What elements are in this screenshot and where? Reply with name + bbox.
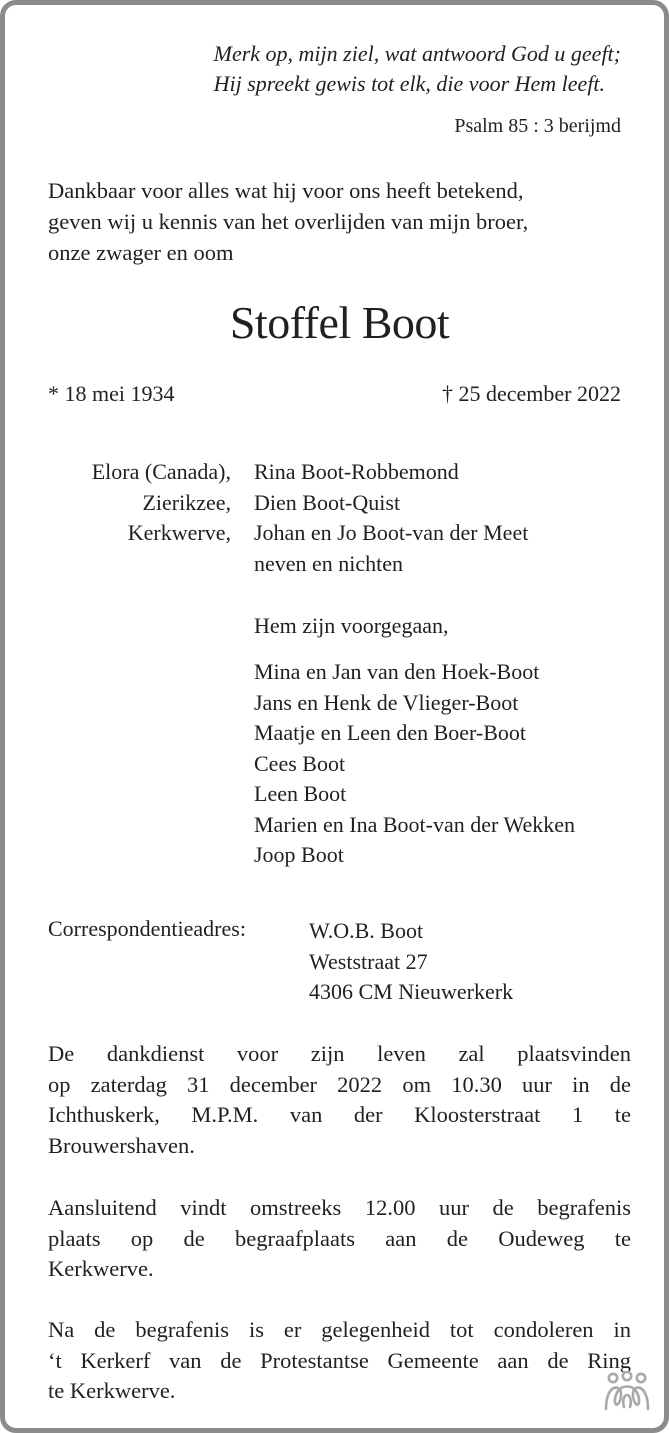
intro-line: Dankbaar voor alles wat hij voor ons heeft betekend, bbox=[48, 178, 524, 203]
paragraph-line: plaats op de begraafplaats aan de Oudeweg te bbox=[48, 1225, 631, 1251]
death-date: † 25 december 2022 bbox=[442, 381, 621, 406]
family-members bbox=[254, 457, 528, 579]
address-line: Weststraat 27 bbox=[309, 948, 428, 974]
paragraph-line: te Kerkwerve. bbox=[48, 1378, 176, 1403]
condolence-paragraph bbox=[48, 1315, 631, 1407]
correspondence-address bbox=[309, 916, 513, 1008]
paragraph-line: Aansluitend vindt omstreeks 12.00 uur de begrafenis bbox=[48, 1195, 631, 1220]
verse-reference: Psalm 85 : 3 berijmd bbox=[454, 115, 621, 137]
intro-line: onze zwager en oom bbox=[48, 240, 234, 265]
burial-paragraph bbox=[48, 1193, 631, 1285]
psalm-verse bbox=[214, 39, 621, 99]
service-paragraph bbox=[48, 1039, 631, 1161]
paragraph-line: Ichthuskerk, M.P.M. van der Kloosterstraat 1 te bbox=[48, 1102, 631, 1127]
verse-line: Hij spreekt gewis tot elk, die voor Hem leeft. bbox=[213, 71, 606, 96]
intro-line: geven wij u kennis van het overlijden van mijn broer, bbox=[48, 209, 529, 234]
paragraph-line: Brouwershaven. bbox=[48, 1132, 195, 1158]
predeceased-heading: Hem zijn voorgegaan, bbox=[254, 613, 449, 638]
predeceased-member: Mina en Jan van den Hoek-Boot bbox=[254, 659, 540, 684]
family-member: Dien Boot-Quist bbox=[254, 489, 401, 515]
birth-date: * 18 mei 1934 bbox=[48, 381, 175, 406]
predeceased-member: Cees Boot bbox=[254, 750, 346, 776]
paragraph-line: Kerkwerve. bbox=[48, 1256, 154, 1281]
family-place: Elora (Canada), bbox=[91, 459, 231, 484]
paragraph-line: ‘t Kerkerf van de Protestantse Gemeente aan de Ring bbox=[48, 1347, 631, 1373]
paragraph-line: De dankdienst voor zijn leven zal plaatsvinden bbox=[48, 1041, 631, 1066]
family-member: Johan en Jo Boot-van der Meet bbox=[254, 520, 529, 545]
family-place: Kerkwerve, bbox=[127, 520, 231, 545]
predeceased-member: Maatje en Leen den Boer-Boot bbox=[254, 720, 527, 745]
deceased-name: Stoffel Boot bbox=[229, 297, 450, 348]
family-place: Zierikzee, bbox=[142, 489, 231, 515]
verse-line: Merk op, mijn ziel, wat antwoord God u geeft; bbox=[213, 41, 621, 66]
family-member: neven en nichten bbox=[254, 550, 404, 576]
paragraph-line: op zaterdag 31 december 2022 om 10.30 uur in de bbox=[48, 1071, 631, 1097]
family-icon bbox=[604, 1371, 650, 1411]
predeceased-member: Leen Boot bbox=[254, 781, 347, 806]
family-places bbox=[92, 457, 231, 549]
address-line: 4306 CM Nieuwerkerk bbox=[309, 979, 514, 1004]
predeceased-member: Jans en Henk de Vlieger-Boot bbox=[254, 689, 519, 715]
correspondence-label: Correspondentieadres: bbox=[48, 916, 246, 941]
predeceased-member: Joop Boot bbox=[254, 842, 344, 867]
paragraph-line: Na de begrafenis is er gelegenheid tot condoleren in bbox=[48, 1317, 631, 1342]
family-member: Rina Boot-Robbemond bbox=[254, 459, 459, 484]
predeceased-member: Marien en Ina Boot-van der Wekken bbox=[254, 811, 575, 837]
address-line: W.O.B. Boot bbox=[309, 918, 424, 943]
intro-text bbox=[48, 175, 528, 268]
predeceased-list bbox=[254, 657, 575, 871]
